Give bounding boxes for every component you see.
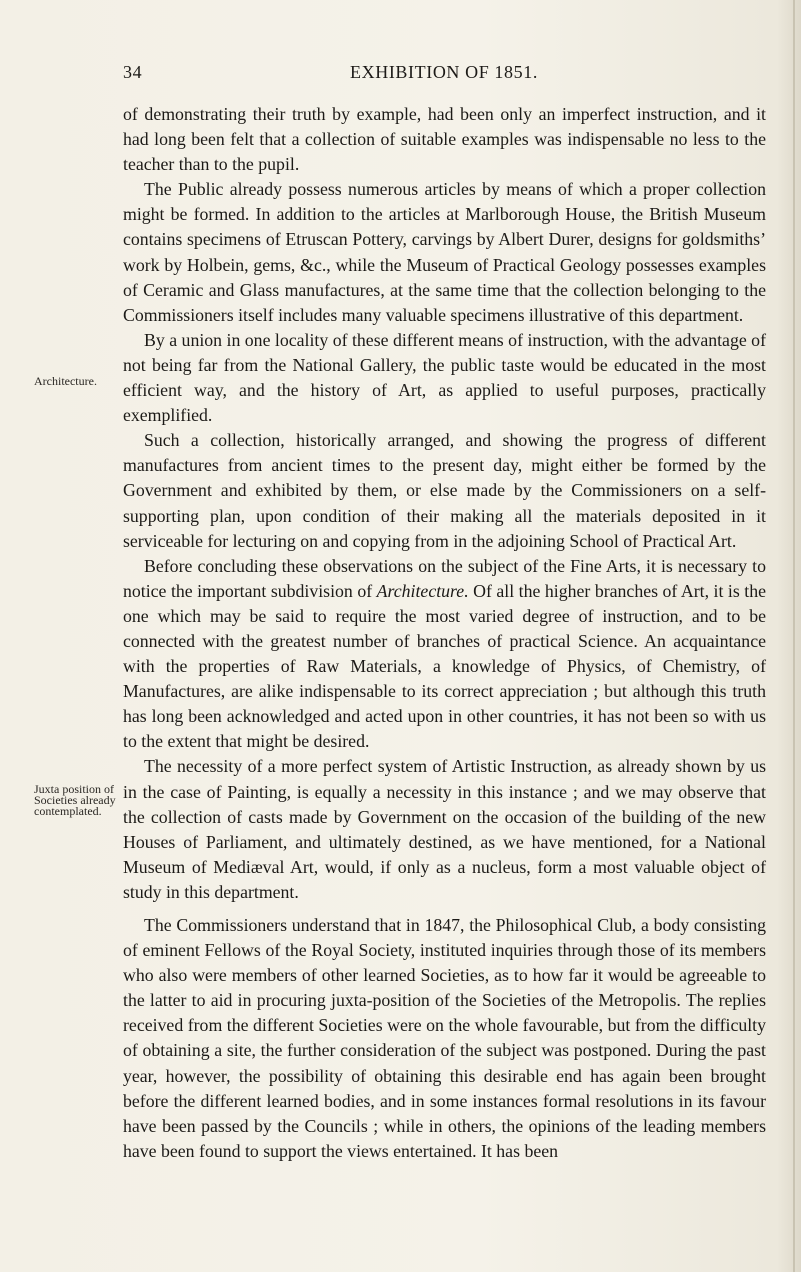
paragraph-7: The Commissioners understand that in 1847, the Philosophical Club, a body consisting of eminent Fellows of the Royal Society, instituted inquiries through those of its members who also were members of other learned Societies, as to how far it would be agreeable to the latter to aid in procuring juxta-position of the Societies of the Metropolis. The replies received from the different Societies were on the whole favourable, but from the difficulty of obtaining a site, the further consideration of the subject was postponed. During the past year, however, the possibility of obtaining this desirable end has again been brought before the different learned bodies, and in some instances formal resolutions in its favour have been passed by the Councils ; while in others, the opinions of the leading members have been found to support the views entertained. It has been [123, 915, 766, 1161]
page-header [123, 62, 765, 86]
running-head: EXHIBITION OF 1851. [350, 62, 538, 82]
paragraph-architecture-lead: Before concluding these observations on the subject of the Fine Arts, it is necessary to notice the important subdivision of [123, 555, 766, 601]
sidenote-juxta-line-3: contemplated. [34, 804, 102, 818]
sidenote-juxta-line-1: Juxta position of [34, 782, 114, 796]
body-text [123, 102, 766, 1164]
paragraph-architecture-rest: Of all the higher branches of Art, it is the one which may be said to require the most varied degree of instruction, and to be connected with the greatest number of branches of practical Science. An acquaintance with the properties of Raw Materials, a knowledge of Physics, of Chemistry, of Manufactures, are alike indispensable to its correct appreciation ; but although this truth has long been acknowledged and acted upon in other countries, it has not been so with us to the extent that might be desired. [123, 580, 766, 752]
sidenote-architecture-text: Architecture. [34, 374, 97, 388]
sidenote-juxta-position [34, 784, 126, 817]
sidenote-juxta-line-2: Societies already [34, 793, 116, 807]
paragraph-architecture [123, 554, 766, 755]
page-number: 34 [123, 62, 143, 82]
paragraph-4: Such a collection, historically arranged, and showing the progress of different manufactures from ancient times to the present day, might either be formed by the Government and exhibited by them, or else made by the Commissioners on a self-supporting plan, upon condition of their making all the materials deposited in it serviceable for lecturing on and copying from in the adjoining School of Practical Art. [123, 430, 766, 551]
paragraph-6: The necessity of a more perfect system of Artistic Instruction, as already shown by us in the case of Painting, is equally a necessity in this instance ; and we may observe that the collection of casts made by Government on the occasion of the building of the new Houses of Parliament, and ultimately destined, as we have mentioned, for a National Museum of Mediæval Art, would, if only as a nucleus, form a most valuable object of study in this department. [123, 756, 766, 902]
paragraph-3: By a union in one locality of these different means of instruction, with the advantage of not being far from the National Gallery, the public taste would be educated in the most efficient way, and the history of Art, as applied to useful purposes, practically exemplified. [123, 329, 766, 426]
paragraph-1: of demonstrating their truth by example, had been only an imperfect instruction, and it had long been felt that a collection of suitable examples was indispensable no less to the teacher than to the pupil. [123, 104, 766, 175]
sidenote-architecture [34, 375, 126, 387]
paragraph-2: The Public already possess numerous articles by means of which a proper collection might be formed. In addition to the articles at Marlborough House, the British Museum contains specimens of Etruscan Pottery, carvings by Albert Durer, designs for goldsmiths’ work by Holbein, gems, &c., while the Museum of Practical Geology possesses examples of Ceramic and Glass manufactures, at the same time that the collection belonging to the Commissioners itself includes many valuable specimens illustrative of this department. [123, 179, 766, 325]
architecture-term: Architecture. [376, 580, 469, 601]
page-edge-shadow [793, 0, 795, 1272]
